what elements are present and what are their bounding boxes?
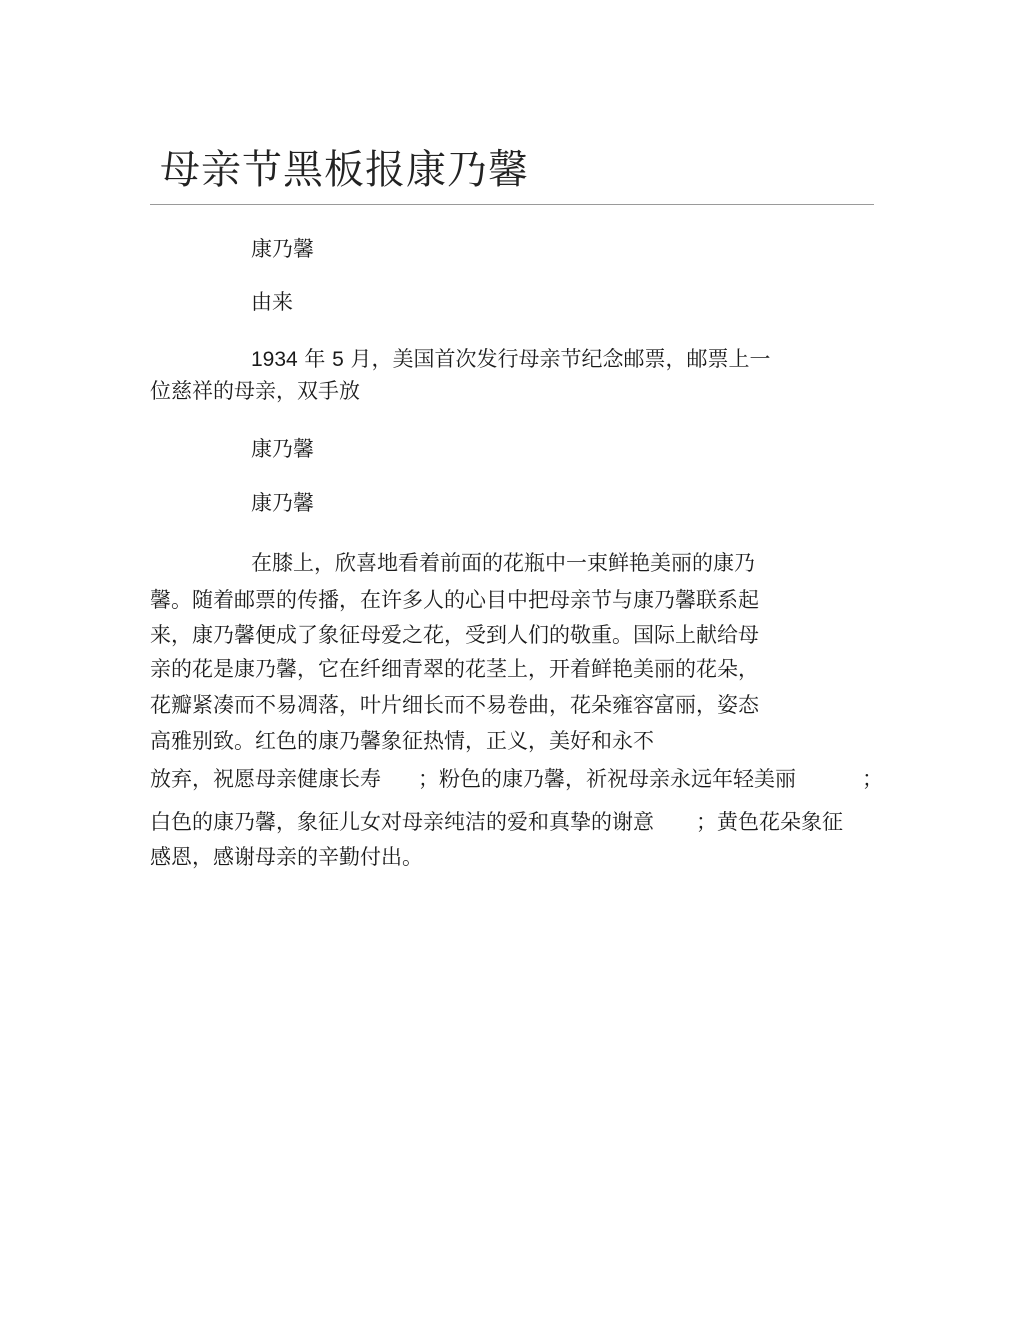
heading-carnation-3: 康乃馨 [251, 491, 314, 515]
document-title: 母亲节黑板报康乃馨 [160, 147, 529, 193]
intro-year: 1934 [251, 348, 298, 371]
body-line-7-semicolon: ； [862, 767, 883, 791]
heading-carnation: 康乃馨 [251, 237, 314, 261]
body-line-4: 亲的花是康乃馨，它在纤细青翠的花茎上，开着鲜艳美丽的花朵， [150, 657, 759, 681]
body-line-8a: 白色的康乃馨，象征儿女对母亲纯洁的爱和真挚的谢意 [150, 810, 654, 834]
intro-line-1 [251, 344, 770, 375]
intro-month: 5 [332, 348, 344, 371]
body-line-9: 感恩，感谢母亲的辛勤付出。 [150, 845, 423, 869]
intro-line-1-rest: 月，美国首次发行母亲节纪念邮票，邮票上一 [343, 347, 771, 371]
heading-origin: 由来 [251, 290, 293, 314]
body-line-1: 在膝上，欣喜地看着前面的花瓶中一束鲜艳美丽的康乃 [251, 551, 755, 575]
body-line-3: 来，康乃馨便成了象征母爱之花，受到人们的敬重。国际上献给母 [150, 623, 759, 647]
body-line-2: 馨。随着邮票的传播，在许多人的心目中把母亲节与康乃馨联系起 [150, 588, 759, 612]
body-line-6: 高雅别致。红色的康乃馨象征热情，正义，美好和永不 [150, 729, 654, 753]
intro-year-suffix: 年 [297, 347, 333, 371]
body-line-7b: ；粉色的康乃馨，祈祝母亲永远年轻美丽 [418, 767, 796, 791]
body-line-5: 花瓣紧凑而不易凋落，叶片细长而不易卷曲，花朵雍容富丽，姿态 [150, 693, 759, 717]
body-line-8b: ；黄色花朵象征 [696, 810, 843, 834]
intro-line-2: 位慈祥的母亲，双手放 [150, 379, 360, 403]
body-line-7a: 放弃，祝愿母亲健康长寿 [150, 767, 381, 791]
heading-carnation-2: 康乃馨 [251, 437, 314, 461]
title-divider [150, 204, 874, 205]
